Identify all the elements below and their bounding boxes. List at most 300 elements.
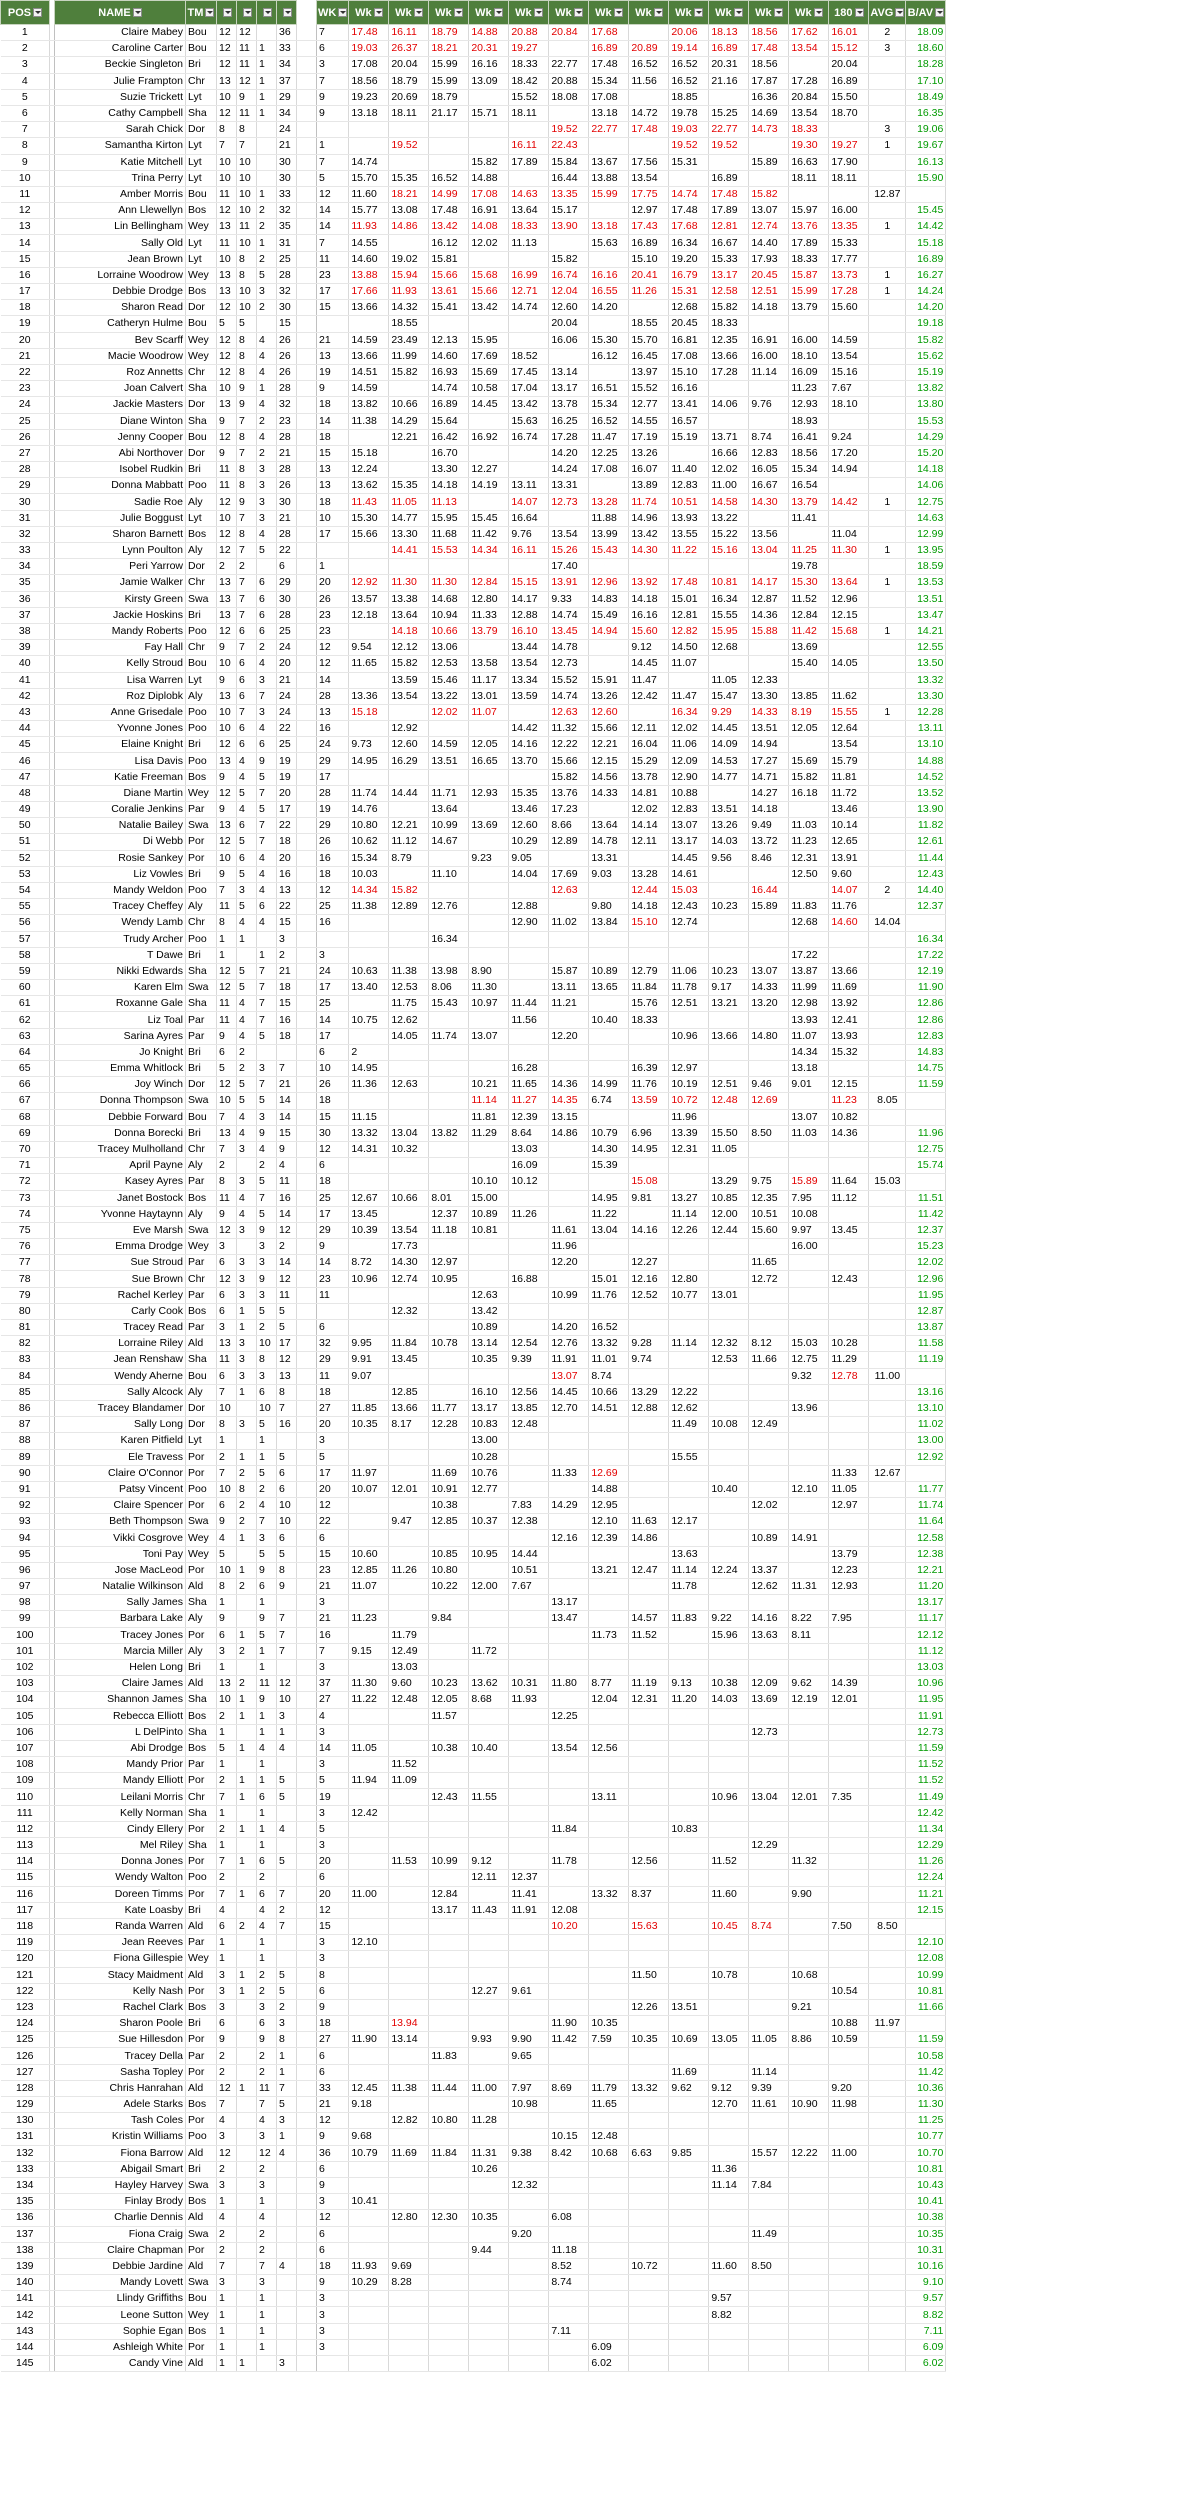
table-row[interactable] <box>1 429 991 445</box>
week-score-cell: 12.51 <box>749 284 789 300</box>
table-row[interactable] <box>1 2356 991 2372</box>
column-header[interactable] <box>549 1 589 25</box>
team-cell: Bos <box>186 2097 217 2113</box>
week-score-cell: 15.66 <box>469 284 509 300</box>
week-score-cell: 14.40 <box>749 235 789 251</box>
stat-cell: 7 <box>237 510 257 526</box>
week-score-cell: 16.52 <box>669 57 709 73</box>
table-row[interactable] <box>1 89 991 105</box>
filter-dropdown-icon[interactable] <box>574 8 583 17</box>
team-cell: Ald <box>186 1579 217 1595</box>
table-row[interactable] <box>1 850 991 866</box>
table-row[interactable] <box>1 170 991 186</box>
table-row[interactable] <box>1 2113 991 2129</box>
week-score-cell <box>469 2016 509 2032</box>
table-row[interactable] <box>1 2194 991 2210</box>
week-score-cell: 9.07 <box>349 1368 389 1384</box>
table-row[interactable] <box>1 1384 991 1400</box>
filter-dropdown-icon[interactable] <box>694 8 703 17</box>
table-row[interactable] <box>1 769 991 785</box>
stat-cell: 3 <box>257 478 277 494</box>
table-row[interactable] <box>1 704 991 720</box>
week-score-cell: 13.79 <box>789 494 829 510</box>
table-row[interactable] <box>1 737 991 753</box>
week-score-cell <box>509 1935 549 1951</box>
week-score-cell: 11.33 <box>469 607 509 623</box>
week-score-cell: 15.70 <box>629 332 669 348</box>
team-cell: Sha <box>186 105 217 121</box>
table-row[interactable] <box>1 1838 991 1854</box>
table-row[interactable] <box>1 154 991 170</box>
spacer-cell <box>297 1206 317 1222</box>
table-row[interactable] <box>1 1206 991 1222</box>
table-row[interactable] <box>1 300 991 316</box>
column-header[interactable] <box>469 1 509 25</box>
table-row[interactable] <box>1 1222 991 1238</box>
week-score-cell: 13.40 <box>349 980 389 996</box>
name-cell: Cindy Ellery <box>55 1821 186 1837</box>
table-row[interactable] <box>1 251 991 267</box>
table-row[interactable] <box>1 2064 991 2080</box>
table-row[interactable] <box>1 57 991 73</box>
week-score-cell: 15.91 <box>589 672 629 688</box>
table-row[interactable] <box>1 915 991 931</box>
table-row[interactable] <box>1 1093 991 1109</box>
table-row[interactable] <box>1 478 991 494</box>
table-row[interactable] <box>1 1449 991 1465</box>
table-row[interactable] <box>1 1886 991 1902</box>
table-row[interactable] <box>1 2016 991 2032</box>
bonus-avg-cell: 11.52 <box>906 1773 946 1789</box>
table-row[interactable] <box>1 591 991 607</box>
name-cell: Sadie Roe <box>55 494 186 510</box>
column-header[interactable] <box>629 1 669 25</box>
table-row[interactable] <box>1 2339 991 2355</box>
week-score-cell <box>629 1935 669 1951</box>
week-score-cell <box>509 1805 549 1821</box>
table-row[interactable] <box>1 1400 991 1416</box>
table-row[interactable] <box>1 2242 991 2258</box>
filter-dropdown-icon[interactable] <box>133 8 142 17</box>
table-row[interactable] <box>1 219 991 235</box>
column-header-label: 180 <box>834 6 853 19</box>
table-row[interactable] <box>1 2161 991 2177</box>
position-cell: 115 <box>1 1870 50 1886</box>
table-row[interactable] <box>1 1595 991 1611</box>
week-score-cell <box>789 1384 829 1400</box>
table-row[interactable] <box>1 607 991 623</box>
table-row[interactable] <box>1 1918 991 1934</box>
table-row[interactable] <box>1 1805 991 1821</box>
table-row[interactable] <box>1 1109 991 1125</box>
week-score-cell: 12.22 <box>549 737 589 753</box>
bonus-avg-cell: 12.19 <box>906 963 946 979</box>
spacer-cell <box>297 1125 317 1141</box>
table-row[interactable] <box>1 802 991 818</box>
week-score-cell: 13.92 <box>629 575 669 591</box>
week-score-cell: 14.69 <box>749 105 789 121</box>
avg-cell <box>869 1271 906 1287</box>
filter-dropdown-icon[interactable] <box>855 8 864 17</box>
table-row[interactable] <box>1 1562 991 1578</box>
table-row[interactable] <box>1 1336 991 1352</box>
table-row[interactable] <box>1 543 991 559</box>
table-row[interactable] <box>1 1271 991 1287</box>
table-row[interactable] <box>1 1433 991 1449</box>
column-header[interactable] <box>349 1 389 25</box>
filter-dropdown-icon[interactable] <box>494 8 503 17</box>
week-score-cell: 13.66 <box>829 963 869 979</box>
table-row[interactable] <box>1 1611 991 1627</box>
table-row[interactable] <box>1 1077 991 1093</box>
filter-dropdown-icon[interactable] <box>614 8 623 17</box>
table-row[interactable] <box>1 1190 991 1206</box>
table-row[interactable] <box>1 2210 991 2226</box>
week-score-cell: 13.66 <box>709 348 749 364</box>
table-row[interactable] <box>1 25 991 41</box>
stat-cell: 5 <box>217 1061 237 1077</box>
table-row[interactable] <box>1 235 991 251</box>
table-row[interactable] <box>1 348 991 364</box>
column-header[interactable] <box>257 1 277 25</box>
filter-dropdown-icon[interactable] <box>454 8 463 17</box>
table-row[interactable] <box>1 1757 991 1773</box>
filter-dropdown-icon[interactable] <box>283 8 292 17</box>
position-cell: 56 <box>1 915 50 931</box>
team-cell: Lyt <box>186 672 217 688</box>
table-row[interactable] <box>1 316 991 332</box>
table-row[interactable] <box>1 1821 991 1837</box>
table-row[interactable] <box>1 2323 991 2339</box>
column-header[interactable] <box>237 1 257 25</box>
column-header[interactable] <box>277 1 297 25</box>
week-score-cell <box>389 1498 429 1514</box>
avg-cell <box>869 1077 906 1093</box>
table-row[interactable] <box>1 1287 991 1303</box>
filter-dropdown-icon[interactable] <box>654 8 663 17</box>
column-header[interactable] <box>829 1 869 25</box>
table-row[interactable] <box>1 2145 991 2161</box>
table-row[interactable] <box>1 721 991 737</box>
week-score-cell <box>749 1044 789 1060</box>
table-row[interactable] <box>1 1951 991 1967</box>
week-score-cell <box>429 1320 469 1336</box>
bonus-avg-cell <box>906 1918 946 1934</box>
column-header[interactable] <box>906 1 946 25</box>
week-score-cell: 14.27 <box>749 785 789 801</box>
table-row[interactable] <box>1 1854 991 1870</box>
table-row[interactable] <box>1 899 991 915</box>
table-row[interactable] <box>1 1935 991 1951</box>
stat-cell: 6 <box>317 1530 349 1546</box>
filter-dropdown-icon[interactable] <box>243 8 252 17</box>
week-score-cell <box>829 413 869 429</box>
week-score-cell: 11.03 <box>789 818 829 834</box>
table-row[interactable] <box>1 1708 991 1724</box>
week-score-cell <box>629 2356 669 2372</box>
week-score-cell: 15.32 <box>829 1044 869 1060</box>
table-row[interactable] <box>1 73 991 89</box>
stat-cell <box>237 2032 257 2048</box>
column-header[interactable] <box>217 1 237 25</box>
table-row[interactable] <box>1 1643 991 1659</box>
table-row[interactable] <box>1 381 991 397</box>
table-row[interactable] <box>1 186 991 202</box>
column-header[interactable] <box>429 1 469 25</box>
week-score-cell: 9.29 <box>709 704 749 720</box>
column-header[interactable] <box>317 1 349 25</box>
filter-dropdown-icon[interactable] <box>414 8 423 17</box>
week-score-cell: 15.15 <box>509 575 549 591</box>
table-row[interactable] <box>1 462 991 478</box>
week-score-cell <box>709 2275 749 2291</box>
table-row[interactable] <box>1 397 991 413</box>
week-score-cell: 14.45 <box>709 721 749 737</box>
table-row[interactable] <box>1 559 991 575</box>
table-row[interactable] <box>1 1061 991 1077</box>
name-cell: Rosie Sankey <box>55 850 186 866</box>
table-row[interactable] <box>1 1999 991 2015</box>
week-score-cell: 12.11 <box>469 1870 509 1886</box>
table-row[interactable] <box>1 1983 991 1999</box>
week-score-cell: 10.51 <box>749 1206 789 1222</box>
stat-cell: 5 <box>277 1449 297 1465</box>
filter-dropdown-icon[interactable] <box>935 8 944 17</box>
position-cell: 7 <box>1 122 50 138</box>
table-row[interactable] <box>1 1546 991 1562</box>
table-row[interactable] <box>1 122 991 138</box>
table-row[interactable] <box>1 1676 991 1692</box>
table-row[interactable] <box>1 1352 991 1368</box>
column-header[interactable] <box>869 1 906 25</box>
bonus-avg-cell: 12.73 <box>906 1724 946 1740</box>
table-row[interactable] <box>1 2275 991 2291</box>
filter-dropdown-icon[interactable] <box>774 8 783 17</box>
team-cell: Sha <box>186 1595 217 1611</box>
week-score-cell <box>709 1044 749 1060</box>
stat-cell: 1 <box>217 2339 237 2355</box>
table-row[interactable] <box>1 1692 991 1708</box>
column-header[interactable] <box>749 1 789 25</box>
position-cell: 67 <box>1 1093 50 1109</box>
table-row[interactable] <box>1 2307 991 2323</box>
stat-cell: 30 <box>277 170 297 186</box>
table-row[interactable] <box>1 203 991 219</box>
table-row[interactable] <box>1 818 991 834</box>
week-score-cell <box>429 1983 469 1999</box>
week-score-cell: 14.42 <box>829 494 869 510</box>
table-row[interactable] <box>1 1417 991 1433</box>
column-header[interactable] <box>55 1 186 25</box>
column-header[interactable] <box>709 1 749 25</box>
team-cell: Ald <box>186 1676 217 1692</box>
week-score-cell: 15.82 <box>549 769 589 785</box>
table-row[interactable] <box>1 1255 991 1271</box>
week-score-cell <box>509 1821 549 1837</box>
table-row[interactable] <box>1 105 991 121</box>
week-score-cell: 13.76 <box>789 219 829 235</box>
table-row[interactable] <box>1 1012 991 1028</box>
bonus-avg-cell: 14.88 <box>906 753 946 769</box>
table-row[interactable] <box>1 1303 991 1319</box>
table-row[interactable] <box>1 1481 991 1497</box>
table-row[interactable] <box>1 332 991 348</box>
team-cell: Par <box>186 1174 217 1190</box>
table-row[interactable] <box>1 2080 991 2096</box>
table-row[interactable] <box>1 2032 991 2048</box>
week-score-cell: 11.60 <box>709 2258 749 2274</box>
week-score-cell <box>549 1692 589 1708</box>
table-row[interactable] <box>1 1141 991 1157</box>
table-row[interactable] <box>1 834 991 850</box>
table-row[interactable] <box>1 753 991 769</box>
week-score-cell: 11.30 <box>349 1676 389 1692</box>
table-row[interactable] <box>1 1627 991 1643</box>
table-row[interactable] <box>1 267 991 283</box>
table-row[interactable] <box>1 413 991 429</box>
week-score-cell <box>349 2048 389 2064</box>
table-row[interactable] <box>1 2177 991 2193</box>
week-score-cell: 13.32 <box>589 1336 629 1352</box>
table-row[interactable] <box>1 996 991 1012</box>
table-row[interactable] <box>1 640 991 656</box>
column-header[interactable] <box>589 1 629 25</box>
table-row[interactable] <box>1 2226 991 2242</box>
week-score-cell: 7.97 <box>509 2080 549 2096</box>
stat-cell: 9 <box>257 1611 277 1627</box>
table-row[interactable] <box>1 785 991 801</box>
table-row[interactable] <box>1 1870 991 1886</box>
stat-cell: 4 <box>237 1028 257 1044</box>
stat-cell: 4 <box>257 721 277 737</box>
filter-dropdown-icon[interactable] <box>263 8 272 17</box>
week-score-cell <box>509 462 549 478</box>
table-row[interactable] <box>1 364 991 380</box>
column-header[interactable] <box>186 1 217 25</box>
filter-dropdown-icon[interactable] <box>895 8 904 17</box>
table-row[interactable] <box>1 931 991 947</box>
table-row[interactable] <box>1 1659 991 1675</box>
column-header[interactable] <box>669 1 709 25</box>
stat-cell <box>277 1595 297 1611</box>
table-row[interactable] <box>1 980 991 996</box>
table-row[interactable] <box>1 41 991 57</box>
filter-dropdown-icon[interactable] <box>814 8 823 17</box>
table-row[interactable] <box>1 1579 991 1595</box>
stat-cell <box>237 2323 257 2339</box>
avg-cell <box>869 1854 906 1870</box>
team-cell: Bri <box>186 462 217 478</box>
filter-dropdown-icon[interactable] <box>374 8 383 17</box>
week-score-cell <box>629 1724 669 1740</box>
table-row[interactable] <box>1 1902 991 1918</box>
table-row[interactable] <box>1 1498 991 1514</box>
week-score-cell: 18.70 <box>829 105 869 121</box>
table-row[interactable] <box>1 1967 991 1983</box>
spacer-cell <box>297 1012 317 1028</box>
table-row[interactable] <box>1 526 991 542</box>
name-cell: Finlay Brody <box>55 2194 186 2210</box>
table-row[interactable] <box>1 1239 991 1255</box>
table-row[interactable] <box>1 494 991 510</box>
table-row[interactable] <box>1 866 991 882</box>
stat-cell: 11 <box>217 996 237 1012</box>
filter-dropdown-icon[interactable] <box>534 8 543 17</box>
table-row[interactable] <box>1 1044 991 1060</box>
table-row[interactable] <box>1 2097 991 2113</box>
position-cell: 10 <box>1 170 50 186</box>
stat-cell: 3 <box>317 2323 349 2339</box>
week-score-cell: 12.67 <box>349 1190 389 1206</box>
name-cell: Kelly Norman <box>55 1805 186 1821</box>
week-score-cell: 11.18 <box>429 1222 469 1238</box>
filter-dropdown-icon[interactable] <box>223 8 232 17</box>
stat-cell: 9 <box>317 89 349 105</box>
table-row[interactable] <box>1 1125 991 1141</box>
table-row[interactable] <box>1 445 991 461</box>
table-row[interactable] <box>1 882 991 898</box>
stat-cell: 12 <box>217 737 237 753</box>
table-row[interactable] <box>1 672 991 688</box>
table-row[interactable] <box>1 2258 991 2274</box>
week-score-cell: 14.55 <box>349 235 389 251</box>
week-score-cell: 9.74 <box>629 1352 669 1368</box>
table-row[interactable] <box>1 284 991 300</box>
table-row[interactable] <box>1 138 991 154</box>
table-row[interactable] <box>1 1773 991 1789</box>
table-row[interactable] <box>1 1174 991 1190</box>
week-score-cell: 13.17 <box>429 1902 469 1918</box>
column-header[interactable] <box>1 1 50 25</box>
table-row[interactable] <box>1 623 991 639</box>
table-row[interactable] <box>1 1724 991 1740</box>
week-score-cell <box>829 2194 869 2210</box>
week-score-cell: 15.16 <box>829 364 869 380</box>
table-row[interactable] <box>1 510 991 526</box>
table-row[interactable] <box>1 1368 991 1384</box>
table-row[interactable] <box>1 2129 991 2145</box>
name-cell: Sharon Barnett <box>55 526 186 542</box>
table-row[interactable] <box>1 2048 991 2064</box>
table-row[interactable] <box>1 963 991 979</box>
column-header[interactable] <box>389 1 429 25</box>
table-row[interactable] <box>1 1740 991 1756</box>
column-header[interactable] <box>509 1 549 25</box>
table-row[interactable] <box>1 575 991 591</box>
week-score-cell: 13.26 <box>589 688 629 704</box>
position-cell: 90 <box>1 1465 50 1481</box>
column-header[interactable] <box>789 1 829 25</box>
table-row[interactable] <box>1 947 991 963</box>
table-row[interactable] <box>1 656 991 672</box>
table-row[interactable] <box>1 1465 991 1481</box>
filter-dropdown-icon[interactable] <box>33 8 42 17</box>
week-score-cell: 12.26 <box>669 1222 709 1238</box>
table-row[interactable] <box>1 1789 991 1805</box>
table-row[interactable] <box>1 1028 991 1044</box>
filter-dropdown-icon[interactable] <box>734 8 743 17</box>
table-row[interactable] <box>1 688 991 704</box>
table-row[interactable] <box>1 1158 991 1174</box>
table-row[interactable] <box>1 2291 991 2307</box>
table-row[interactable] <box>1 1514 991 1530</box>
table-row[interactable] <box>1 1530 991 1546</box>
week-score-cell: 14.33 <box>749 980 789 996</box>
week-score-cell <box>749 1595 789 1611</box>
filter-dropdown-icon[interactable] <box>205 8 214 17</box>
filter-dropdown-icon[interactable] <box>338 8 347 17</box>
table-row[interactable] <box>1 1320 991 1336</box>
